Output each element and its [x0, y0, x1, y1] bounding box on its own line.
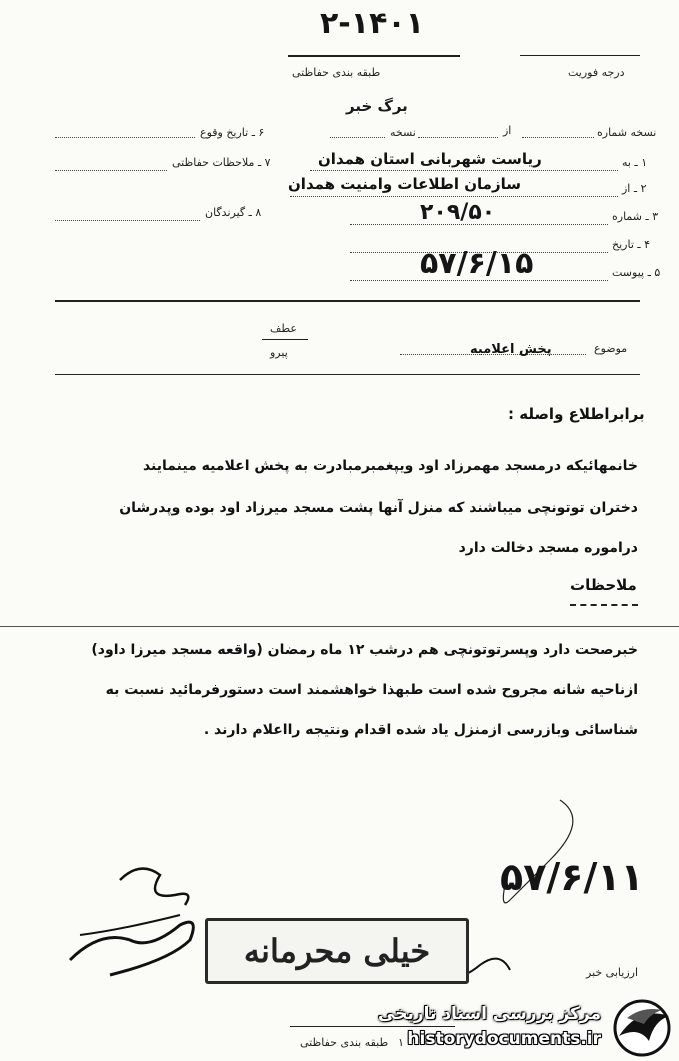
subject-value: پخش اعلامیه — [470, 342, 552, 357]
priority-label: درجه فوریت — [568, 66, 625, 79]
signature-left-3 — [80, 915, 180, 935]
body-line-3: دراموره مسجد دخالت دارد — [458, 540, 638, 556]
watermark-emblem-icon — [609, 998, 675, 1058]
body-line-1: خانمهائیکه درمسجد مهمرزاد اود ویپغمبرمبادرت به پخش اعلامیه مینمایند — [142, 458, 638, 474]
stamp-text: خیلی محرمانه — [243, 932, 431, 970]
classification-label: طبقه بندی حفاظتی — [292, 66, 381, 79]
confidential-stamp — [205, 918, 469, 984]
body-line-2: دختران توتونچی میباشند که منزل آنها پشت مسجد میرزاد اود بوده وپدرشان — [119, 500, 638, 516]
handwritten-date-footer: ۵۷/۶/۱۱ — [500, 855, 644, 899]
date-value: ۵۷/۶/۱۵ — [420, 246, 534, 281]
copy-label: نسخه — [390, 126, 416, 139]
recipients-label: ۸ ـ گیرندگان — [205, 206, 262, 219]
number-label: ۳ ـ شماره — [612, 210, 659, 223]
signature-left-2 — [70, 922, 193, 975]
to-value: ریاست شهربانی استان همدان — [318, 150, 542, 168]
side-note-top: عطف — [270, 322, 297, 335]
date-label: ۴ ـ تاریخ — [612, 238, 651, 251]
form-title: برگ خبر — [346, 97, 408, 115]
subject-label: موضوع — [594, 342, 628, 355]
of-label: از — [503, 124, 512, 137]
from-label: ۲ ـ از — [622, 182, 647, 195]
handwritten-document-number: ۲-۱۴۰۱ — [320, 6, 425, 41]
footer-classification: طبقه بندی حفاظتی — [300, 1036, 389, 1049]
security-notes-label: ۷ ـ ملاحظات حفاظتی — [172, 156, 271, 169]
side-note-bottom: پیرو — [270, 346, 288, 359]
watermark-title: مرکز بررسی اسناد تاریخی — [378, 1004, 601, 1024]
signature-left-1 — [120, 869, 188, 905]
footer-number: ۱ — [398, 1036, 404, 1049]
watermark-url: historydocuments.ir — [407, 1029, 601, 1049]
evaluation-label: ارزیابی خبر — [586, 966, 639, 979]
notes-line-3: شناسائی وبازرسی ازمنزل یاد شده اقدام ونتیجه رااعلام دارند . — [203, 722, 638, 738]
from-value: سازمان اطلاعات وامنیت همدان — [288, 175, 521, 193]
event-date-label: ۶ ـ تاریخ وقوع — [200, 126, 265, 139]
attachment-label: ۵ ـ پیوست — [612, 266, 661, 279]
notes-line-1: خبرصحت دارد وپسرتوتونچی هم درشب ۱۲ ماه رمضان (واقعه مسجد میرزا داود) — [91, 642, 638, 658]
notes-title: ملاحظات — [570, 576, 637, 594]
copy-number-label: نسخه شماره — [597, 126, 657, 139]
number-value: ۲۰۹/۵۰ — [420, 200, 496, 225]
watermark-logo — [378, 996, 679, 1061]
body-intro: برابراطلاع واصله : — [508, 405, 645, 423]
to-label: ۱ ـ به — [622, 156, 648, 169]
notes-line-2: ازناحیه شانه مجروح شده است طبهذا خواهشمند است دستورفرمائید نسبت به — [105, 682, 638, 698]
